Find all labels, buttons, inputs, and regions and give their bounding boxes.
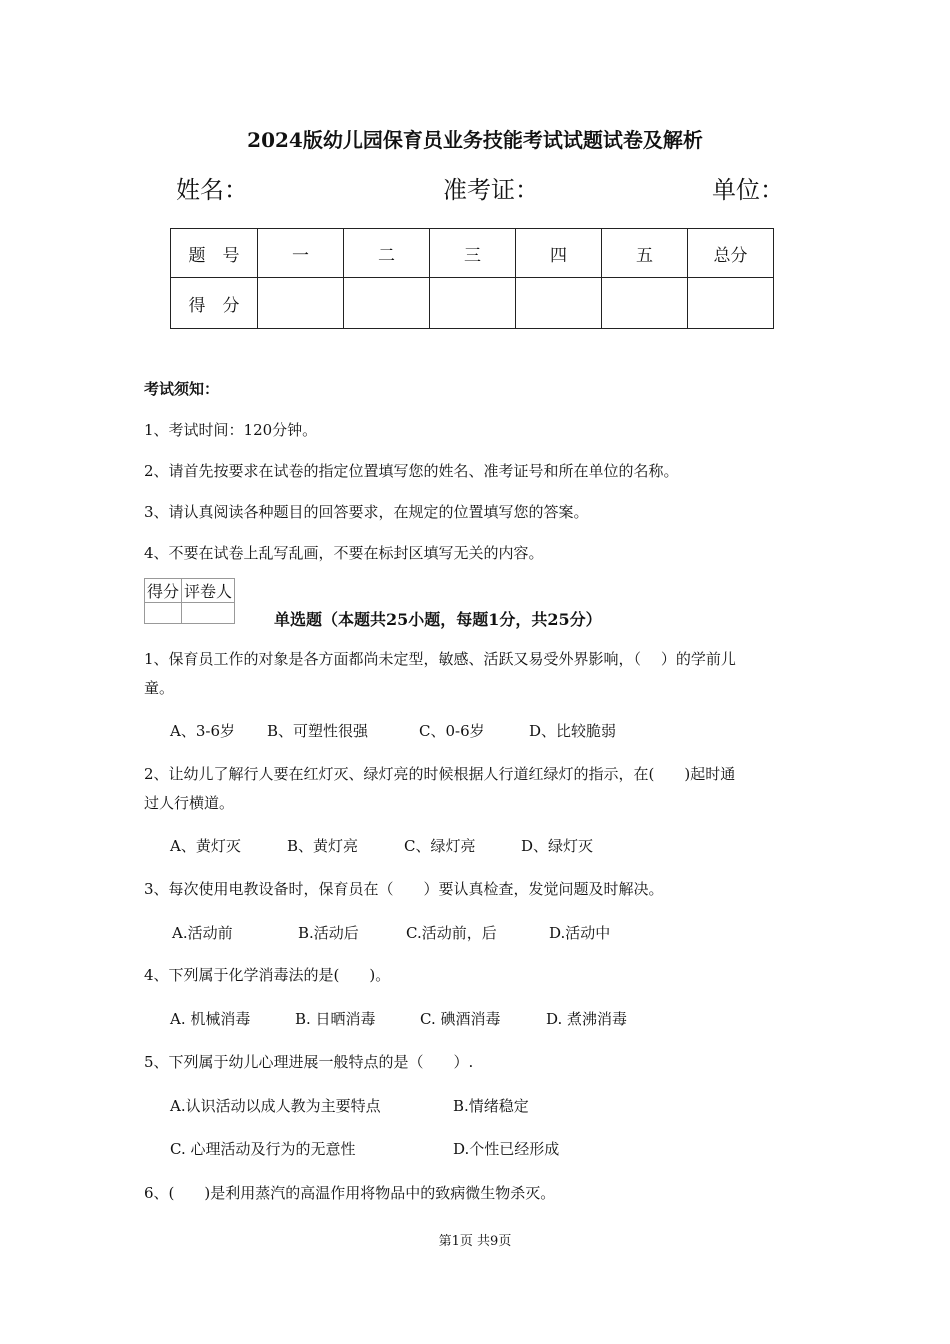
score-cell[interactable] xyxy=(258,278,344,329)
question-1-option-b[interactable]: B、可塑性很强 xyxy=(267,722,369,740)
question-1-option-d[interactable]: D、比较脆弱 xyxy=(529,722,617,740)
exam-id-field-label: 准考证： xyxy=(443,176,539,204)
grader-score-cell[interactable] xyxy=(145,603,182,624)
score-table-header-cell: 题 号 xyxy=(171,229,258,278)
score-table-header-cell: 二 xyxy=(344,229,430,278)
grader-name-cell[interactable] xyxy=(182,603,235,624)
question-1-text: 1、保育员工作的对象是各方面都尚未定型，敏感、活跃又易受外界影响，（ ）的学前儿 xyxy=(144,650,736,668)
score-cell[interactable] xyxy=(688,278,774,329)
question-2-option-d[interactable]: D、绿灯灭 xyxy=(521,837,594,855)
score-table-header-cell: 一 xyxy=(258,229,344,278)
score-cell[interactable] xyxy=(516,278,602,329)
grader-name-label: 评卷人 xyxy=(182,579,235,603)
question-4-option-b[interactable]: B. 日晒消毒 xyxy=(295,1010,376,1028)
score-table xyxy=(170,228,774,329)
name-field-label: 姓名： xyxy=(176,176,248,204)
question-6-text: 6、( )是利用蒸汽的高温作用将物品中的致病微生物杀灭。 xyxy=(144,1184,556,1202)
question-5-option-b[interactable]: B.情绪稳定 xyxy=(453,1097,529,1115)
question-1-option-a[interactable]: A、3-6岁 xyxy=(170,722,235,740)
notice-item: 1、考试时间：120分钟。 xyxy=(144,421,318,439)
question-1-text-cont: 童。 xyxy=(144,679,175,697)
score-table-header-cell: 四 xyxy=(516,229,602,278)
score-table-header-cell: 五 xyxy=(602,229,688,278)
score-table-header-cell: 总分 xyxy=(688,229,774,278)
question-5-option-a[interactable]: A.认识活动以成人教为主要特点 xyxy=(170,1097,381,1115)
notice-item: 3、请认真阅读各种题目的回答要求，在规定的位置填写您的答案。 xyxy=(144,503,589,521)
grader-score-label: 得分 xyxy=(145,579,182,603)
notice-item: 4、不要在试卷上乱写乱画，不要在标封区填写无关的内容。 xyxy=(144,544,544,562)
question-2-text-cont: 过人行横道。 xyxy=(144,794,235,812)
question-5-option-c[interactable]: C. 心理活动及行为的无意性 xyxy=(170,1140,356,1158)
question-3-option-a[interactable]: A.活动前 xyxy=(172,924,233,942)
question-2-option-a[interactable]: A、黄灯灭 xyxy=(170,837,241,855)
question-5-text: 5、下列属于幼儿心理进展一般特点的是（ ）. xyxy=(144,1053,474,1071)
question-2-option-c[interactable]: C、绿灯亮 xyxy=(404,837,476,855)
question-2-option-b[interactable]: B、黄灯亮 xyxy=(287,837,359,855)
score-table-header-row xyxy=(171,229,774,278)
question-3-text: 3、每次使用电教设备时，保育员在（ ）要认真检查，发觉问题及时解决。 xyxy=(144,880,664,898)
notice-heading: 考试须知： xyxy=(144,380,220,398)
question-5-option-d[interactable]: D.个性已经形成 xyxy=(453,1140,560,1158)
score-cell[interactable] xyxy=(344,278,430,329)
grader-box xyxy=(144,578,235,624)
score-table-header-cell: 三 xyxy=(430,229,516,278)
score-table-row-label: 得 分 xyxy=(171,278,258,329)
score-cell[interactable] xyxy=(602,278,688,329)
question-3-option-d[interactable]: D.活动中 xyxy=(549,924,611,942)
question-4-option-d[interactable]: D. 煮沸消毒 xyxy=(546,1010,628,1028)
question-1-option-c[interactable]: C、0-6岁 xyxy=(419,722,485,740)
notice-item: 2、请首先按要求在试卷的指定位置填写您的姓名、准考证号和所在单位的名称。 xyxy=(144,462,679,480)
score-table-score-row xyxy=(171,278,774,329)
question-3-option-c[interactable]: C.活动前，后 xyxy=(406,924,497,942)
question-4-text: 4、下列属于化学消毒法的是( )。 xyxy=(144,966,391,984)
score-cell[interactable] xyxy=(430,278,516,329)
page-footer: 第1页 共9页 xyxy=(438,1234,512,1249)
question-4-option-c[interactable]: C. 碘酒消毒 xyxy=(420,1010,501,1028)
unit-field-label: 单位： xyxy=(712,176,784,204)
document-title: 2024版幼儿园保育员业务技能考试试题试卷及解析 xyxy=(247,128,703,152)
question-4-option-a[interactable]: A. 机械消毒 xyxy=(170,1010,251,1028)
question-3-option-b[interactable]: B.活动后 xyxy=(298,924,359,942)
section-heading: 单选题（本题共25小题，每题1分，共25分） xyxy=(274,610,602,629)
question-2-text: 2、让幼儿了解行人要在红灯灭、绿灯亮的时候根据人行道红绿灯的指示，在( )起时通 xyxy=(144,765,736,783)
